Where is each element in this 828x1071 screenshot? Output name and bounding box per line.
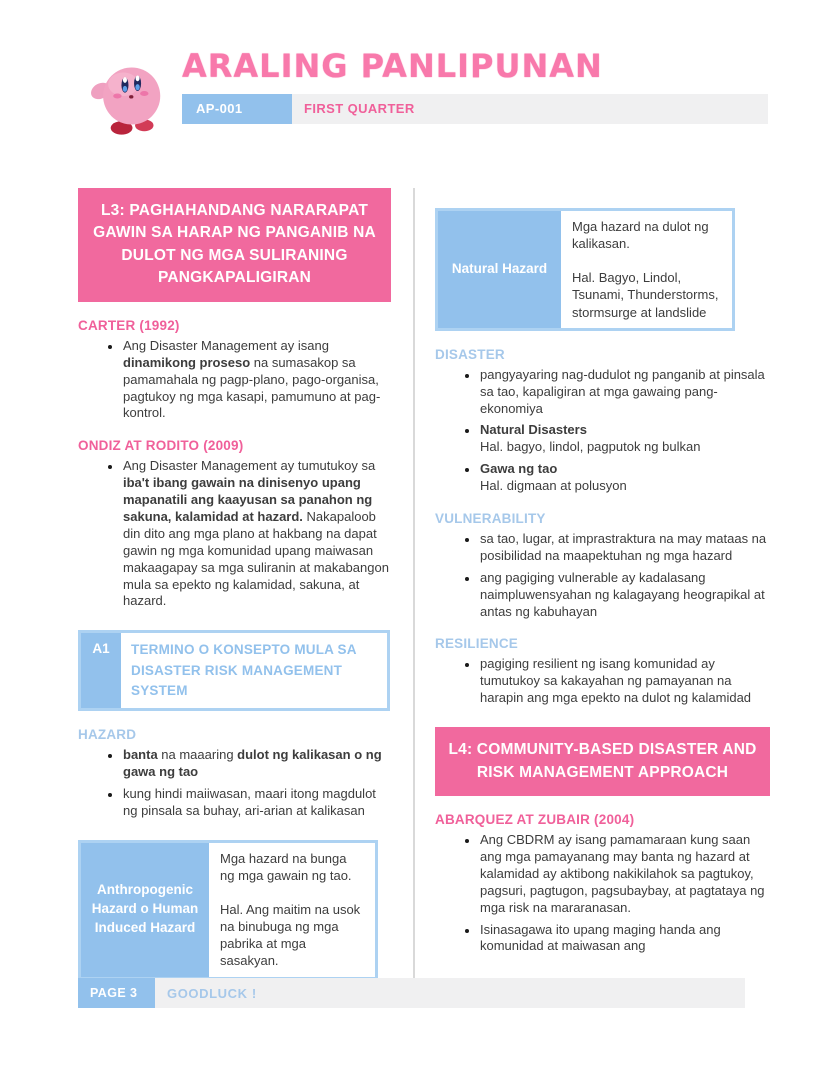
section-heading-abarquez: ABARQUEZ AT ZUBAIR (2004) (435, 812, 635, 828)
section-abarquez (435, 812, 770, 955)
page-footer (78, 978, 745, 1008)
a1-topic-box (78, 630, 390, 711)
bullet-item: • Gawa ng tao Hal. digmaan at polusyon (479, 461, 770, 495)
section-heading-carter: CARTER (1992) (78, 317, 180, 333)
bullet-list-disaster (435, 367, 770, 495)
bullet-item: • pangyayaring nag-dudulot ng panganib at pinsala sa tao, kapaligiran at mga gawaing pang-ekonomiya (479, 367, 770, 418)
bullet-item: • Ang Disaster Management ay isang dinamikong proseso na sumasakop sa pamamahala ng pagp-plano, pago-organisa, pagtukoy ng mga kasapi, pamumuno at pag-kontrol. (122, 338, 391, 422)
a1-tag: A1 (81, 633, 121, 708)
quarter-banner (292, 94, 768, 124)
left-column (78, 188, 391, 980)
section-disaster (435, 347, 770, 495)
table-paragraph: Mga hazard na bunga ng mga gawain ng tao. (220, 850, 352, 883)
section-heading-disaster: DISASTER (435, 346, 505, 362)
natural-hazard-table (435, 208, 735, 331)
section-heading-ondiz: ONDIZ AT RODITO (2009) (78, 438, 244, 454)
kirby-mascot-image (88, 54, 172, 138)
bullet-item: • Isinasagawa ito upang maging handa ang komunidad at maiwasan ang (479, 922, 770, 956)
bullet-item: • ang pagiging vulnerable ay kadalasang naimpluwensyahan ng kalagayang heograpikal at antas ng kabuhayan (479, 570, 770, 621)
column-divider (413, 188, 415, 980)
a1-topic-title: TERMINO O KONSEPTO MULA SA DISASTER RISK MANAGEMENT SYSTEM (131, 642, 357, 698)
bullet-item: • kung hindi maiiwasan, maari itong magdulot ng pinsala sa buhay, ari-arian at kalikasan (122, 786, 391, 820)
section-heading-resilience: RESILIENCE (435, 636, 519, 652)
bullet-item: • Ang Disaster Management ay tumutukoy sa iba't ibang gawain na dinisenyo upang mapanatili ang kaayusan sa panahon ng sakuna, kalamidad at hazard. Nakapaloob din dito ang mga plano at hakbang na dapat gawin ng mga komunidad upang maiwasan makaagapay sa mga suliranin at makabangon mula sa epekto ng kalamidad, sakuna, at hazard. (122, 458, 391, 610)
bullet-item: • Ang CBDRM ay isang pamamaraan kung saan ang mga pamayanang may banta ng hazard at kalamidad ay aktibong nakikilahok sa pagtukoy, pagsuri, pagtugon, pagsubaybay, at pagtataya ng mga risk na mararanasan. (479, 832, 770, 916)
content-columns (0, 138, 828, 980)
anthropogenic-hazard-table (78, 840, 378, 980)
section-carter (78, 318, 391, 422)
bullet-item: • pagiging resilient ng isang komunidad ay tumutukoy sa kakayahan ng pamayanan na harapin ang mga epekto na dulot ng kalamidad (479, 656, 770, 707)
course-code-badge: AP-001 (182, 94, 292, 124)
page-title: ARALING PANLIPUNAN (182, 47, 603, 85)
bullet-list-resilience (435, 656, 770, 707)
table-content-cell (209, 843, 375, 977)
section-heading-vulnerability: VULNERABILITY (435, 511, 546, 527)
lesson3-title-box: L3: PAGHAHANDANG NARARAPAT GAWIN SA HARAP NG PANGANIB NA DULOT NG MGA SULIRANING PANGKAPALIGIRAN (78, 188, 391, 302)
table-label-cell: Anthropogenic Hazard o Human Induced Hazard (81, 843, 209, 977)
table-paragraph: Hal. Ang maitim na usok na binubuga ng mga pabrika at mga sasakyan. (220, 901, 361, 969)
bullet-list-ondiz (78, 458, 391, 610)
page-header (0, 0, 828, 138)
bullet-item: • banta na maaaring dulot ng kalikasan o ng gawa ng tao (122, 747, 391, 781)
section-resilience (435, 636, 770, 707)
table-paragraph: Hal. Bagyo, Lindol, Tsunami, Thunderstorms, stormsurge at landslide (572, 270, 719, 320)
lesson4-title-box: L4: COMMUNITY-BASED DISASTER AND RISK MANAGEMENT APPROACH (435, 727, 770, 796)
footer-note: GOODLUCK ! (167, 985, 257, 1001)
quarter-label: FIRST QUARTER (304, 101, 415, 117)
bullet-item: • sa tao, lugar, at imprastraktura na may mataas na posibilidad na maapektuhan ng mga hazard (479, 531, 770, 565)
table-label-cell: Natural Hazard (438, 211, 561, 328)
bullet-list-carter (78, 338, 391, 422)
right-column (435, 188, 770, 980)
section-heading-hazard: HAZARD (78, 727, 137, 743)
footer-banner (155, 978, 745, 1008)
section-vulnerability (435, 511, 770, 620)
code-bar (182, 94, 768, 124)
bullet-list-hazard (78, 747, 391, 820)
bullet-item: • Natural Disasters Hal. bagyo, lindol, pagputok ng bulkan (479, 422, 770, 456)
header-right (182, 47, 768, 124)
table-content-cell (561, 211, 732, 328)
table-paragraph: Mga hazard na dulot ng kalikasan. (572, 219, 709, 252)
bullet-list-abarquez (435, 832, 770, 955)
section-hazard (78, 727, 391, 820)
page-number-badge: PAGE 3 (78, 978, 155, 1008)
section-ondiz (78, 438, 391, 610)
bullet-list-vulnerability (435, 531, 770, 620)
